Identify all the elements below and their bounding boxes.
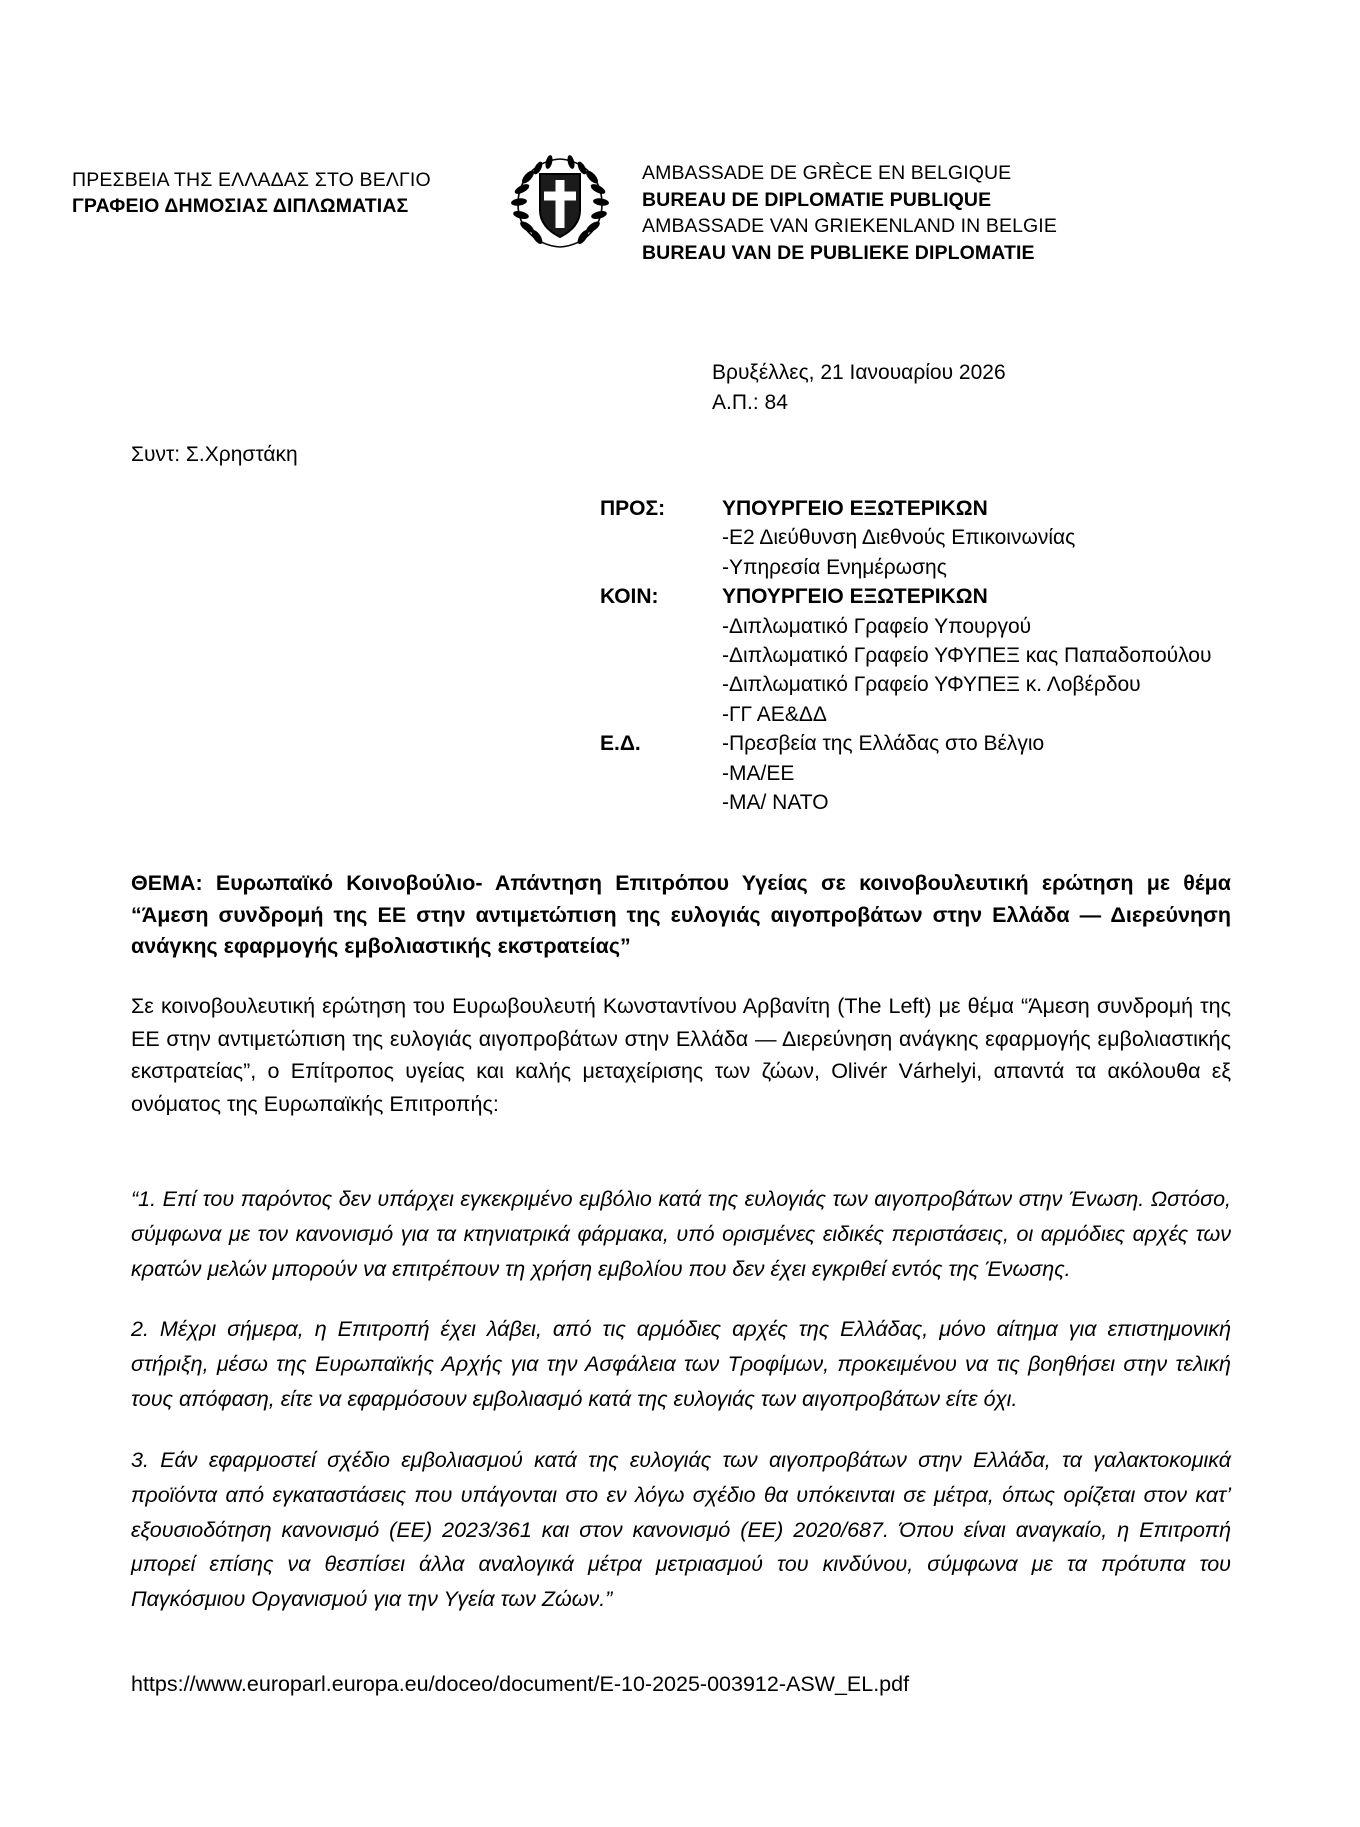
recipient-heading-pros: ΥΠΟΥΡΓΕΙΟ ΕΞΩΤΕΡΙΚΩΝ xyxy=(722,497,988,520)
recipient-label-pros: ΠΡΟΣ: xyxy=(600,497,666,520)
source-url[interactable]: https://www.europarl.europa.eu/doceo/document/E-10-2025-003912-ASW_EL.pdf xyxy=(131,1672,910,1696)
recipient-item: -ΜΑ/ NATO xyxy=(722,790,829,814)
quoted-paragraph-3: 3. Εάν εφαρμοστεί σχέδιο εμβολιασμού κατά της ευλογιάς των αιγοπροβάτων στην Ελλάδα, τα γαλακτοκομικά προϊόντα από εγκαταστάσεις που υπάγονται στο εν λόγω σχέδιο θα υπόκεινται σε μέτρα, όπως ορίζεται στον κατ’ εξουσιοδότηση κανονισμό (ΕΕ) 2023/361 και στον κανονισμό (ΕΕ) 2020/687. Όπου είναι αναγκαίο, η Επιτροπή μπορεί επίσης να θεσπίσει άλλα αναλογικά μέτρα μετριασμού του κινδύνου, σύμφωνα με τα πρότυπα του Παγκόσμιου Οργανισμού για την Υγεία των Ζώων.” xyxy=(131,1447,1231,1612)
recipient-item: -Διπλωματικό Γραφείο ΥΦΥΠΕΞ κας Παπαδοπούλου xyxy=(722,643,1212,667)
letterhead-greek-block xyxy=(72,150,502,219)
letterhead-french-line-2: BUREAU DE DIPLOMATIE PUBLIQUE xyxy=(642,188,992,211)
letterhead-greek-line-2: ΓΡΑΦΕΙΟ ΔΗΜΟΣΙΑΣ ΔΙΠΛΩΜΑΤΙΑΣ xyxy=(72,194,409,217)
letterhead-greek-line-1: ΠΡΕΣΒΕΙΑ ΤΗΣ ΕΛΛΑΔΑΣ ΣΤΟ ΒΕΛΓΙΟ xyxy=(72,169,431,191)
subject-label: ΘΕΜΑ: xyxy=(131,871,203,895)
quoted-paragraph-2: 2. Μέχρι σήμερα, η Επιτροπή έχει λάβει, από τις αρμόδιες αρχές της Ελλάδας, μόνο αίτημα για επιστημονική στήριξη, μέσω της Ευρωπαϊκής Αρχής για την Ασφάλεια των Τροφίμων, προκειμένου να τις βοηθήσει στην τελική τους απόφαση, είτε να εφαρμόσουν εμβολιασμό κατά της ευλογιάς των αιγοπροβάτων είτε όχι. xyxy=(131,1317,1231,1412)
place-and-date: Βρυξέλλες, 21 Ιανουαρίου 2026 xyxy=(712,361,1006,384)
recipient-item: -Υπηρεσία Ενημέρωσης xyxy=(722,555,947,579)
recipients-block xyxy=(600,494,1300,817)
letterhead-dutch-line-2: BUREAU VAN DE PUBLIEKE DIPLOMATIE xyxy=(642,241,1035,264)
recipient-item: -Ε2 Διεύθυνση Διεθνούς Επικοινωνίας xyxy=(722,526,1076,550)
subject-text: Ευρωπαϊκό Κοινοβούλιο- Απάντηση Επιτρόπου Υγείας σε κοινοβουλευτική ερώτηση με θέμα “Άμεση συνδρομή της ΕΕ στην αντιμετώπιση της ευλογιάς αιγοπροβάτων στην Ελλάδα — Διερεύνηση ανάγκης εφαρμογής εμβολιαστικής εκστρατείας” xyxy=(131,871,1231,959)
recipient-body-pros xyxy=(722,494,1300,582)
letterhead-dutch-line-1: AMBASSADE VAN GRIEKENLAND IN BELGIE xyxy=(642,215,1057,238)
recipient-group-ed xyxy=(600,729,1300,817)
recipient-item: -Πρεσβεία της Ελλάδας στο Βέλγιο xyxy=(722,732,1045,756)
reference-number: Α.Π.: 84 xyxy=(712,390,788,414)
recipient-group-pros xyxy=(600,494,1300,582)
recipient-item: -ΓΓ ΑΕ&ΔΔ xyxy=(722,702,827,726)
letterhead xyxy=(0,150,1360,266)
recipient-heading-koin: ΥΠΟΥΡΓΕΙΟ ΕΞΩΤΕΡΙΚΩΝ xyxy=(722,585,988,609)
editor-line: Συντ: Σ.Χρηστάκη xyxy=(131,443,298,466)
recipient-label-koin: ΚΟΙΝ: xyxy=(600,585,659,609)
recipient-group-koin xyxy=(600,582,1300,729)
quoted-paragraph-1: “1. Επί του παρόντος δεν υπάρχει εγκεκριμένο εμβόλιο κατά της ευλογιάς των αιγοπροβάτων στην Ένωση. Ωστόσο, σύμφωνα με τον κανονισμό για τα κτηνιατρικά φάρμακα, υπό ορισμένες ειδικές περιστάσεις, οι αρμόδιες αρχές των κρατών μελών μπορούν να επιτρέπουν τη χρήση εμβολίου που δεν έχει εγκριθεί εντός της Ένωσης. xyxy=(131,1187,1231,1281)
letterhead-foreign-block xyxy=(642,150,1057,266)
recipient-item: -ΜΑ/ΕΕ xyxy=(722,761,795,785)
recipient-body-ed xyxy=(722,729,1300,817)
date-reference-block xyxy=(712,358,1006,418)
greek-coat-of-arms-icon xyxy=(508,150,612,254)
intro-paragraph: Σε κοινοβουλευτική ερώτηση του Ευρωβουλευτή Κωνσταντίνου Αρβανίτη (The Left) με θέμα “Άμεση συνδρομή της ΕΕ στην αντιμετώπιση της ευλογιάς αιγοπροβάτων στην Ελλάδα — Διερεύνηση ανάγκης εφαρμογής εμβολιαστικής εκστρατείας”, ο Επίτροπος υγείας και καλής μεταχείρισης των ζώων, Olivér Várhelyi, απαντά τα ακόλουθα εξ ονόματος της Ευρωπαϊκής Επιτροπής: xyxy=(131,994,1231,1117)
recipient-body-koin xyxy=(722,582,1300,729)
letterhead-french-line-1: AMBASSADE DE GRÈCE EN BELGIQUE xyxy=(642,162,1012,184)
recipient-label-ed: Ε.Δ. xyxy=(600,732,641,756)
recipient-item: -Διπλωματικό Γραφείο ΥΦΥΠΕΞ κ. Λοβέρδου xyxy=(722,673,1141,697)
subject-heading xyxy=(131,868,1231,963)
quoted-answer-block xyxy=(131,1182,1231,1617)
recipient-item: -Διπλωματικό Γραφείο Υπουργού xyxy=(722,614,1032,638)
